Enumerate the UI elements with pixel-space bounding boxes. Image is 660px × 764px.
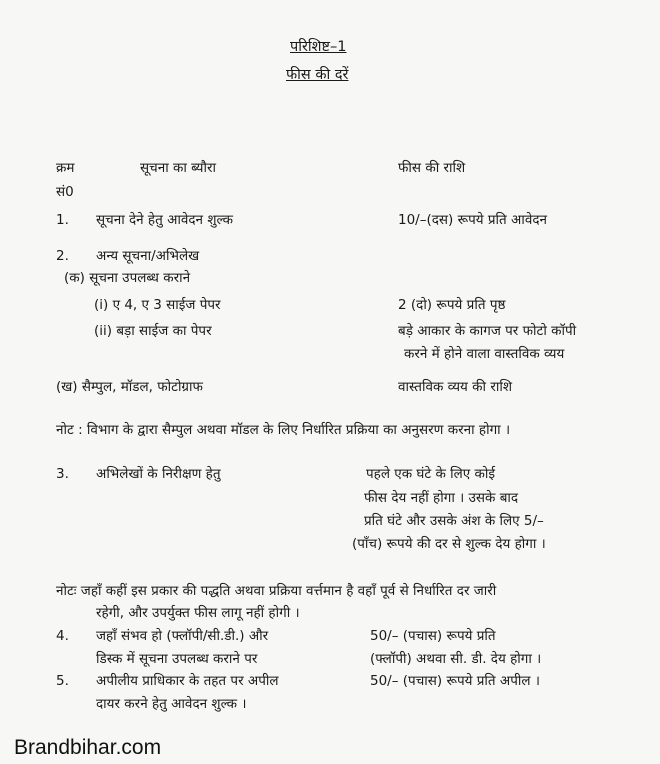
row-2-kha-fee: वास्तविक व्यय की राशि	[398, 379, 513, 395]
row-4-description-line-1: जहाँ संभव हो (फ्लॉपी/सी.डी.) और	[96, 628, 269, 644]
row-2-sub-ka: (क) सूचना उपलब्ध कराने	[64, 270, 191, 286]
row-4-fee-line-1: 50/– (पचास) रूपये प्रति	[370, 628, 496, 644]
row-2-ii-fee-line-2: करने में होने वाला वास्तविक व्यय	[404, 346, 565, 362]
row-3-number: 3.	[56, 466, 69, 482]
row-5-number: 5.	[56, 673, 69, 689]
row-2-number: 2.	[56, 248, 69, 264]
header-fee-label: फीस की राशि	[398, 160, 466, 176]
row-1-number: 1.	[56, 212, 69, 228]
row-3-fee-line-1: पहले एक घंटे के लिए कोई	[366, 466, 496, 482]
note-2-line-2: रहेगी, और उपर्युक्त फीस लागू नहीं होगी ।	[96, 605, 300, 621]
note-2-line-1: नोटः जहाँ कहीं इस प्रकार की पद्धति अथवा प्रक्रिया वर्त्तमान है वहाँ पूर्व से निर्धारित दर जारी	[56, 583, 497, 599]
row-2-i-fee: 2 (दो) रूपये प्रति पृष्ठ	[398, 297, 506, 313]
row-3-fee-line-4: (पाँच) रूपये की दर से शुल्क देय होगा ।	[352, 536, 546, 552]
row-2-ii-fee-line-1: बड़े आकार के कागज पर फोटो कॉपी	[398, 323, 577, 339]
row-1-fee: 10/–(दस) रूपये प्रति आवेदन	[398, 212, 548, 228]
row-3-fee-line-3: प्रति घंटे और उसके अंश के लिए 5/–	[364, 513, 544, 529]
row-2-kha-label: (ख) सैम्पुल, मॉडल, फोटोग्राफ	[56, 379, 203, 395]
watermark-text: Brandbihar.com	[14, 736, 162, 759]
row-5-description-line-2: दायर करने हेतु आवेदन शुल्क ।	[96, 696, 247, 712]
row-4-description-line-2: डिस्क में सूचना उपलब्ध कराने पर	[96, 651, 258, 667]
row-2-i-label: (i) ए 4, ए 3 साईज पेपर	[94, 297, 221, 313]
note-1: नोट : विभाग के द्वारा सैम्पुल अथवा मॉडल के लिए निर्धारित प्रक्रिया का अनुसरण करना होगा ।	[56, 422, 511, 438]
header-info-label: सूचना का ब्यौरा	[140, 160, 217, 176]
row-3-description: अभिलेखों के निरीक्षण हेतु	[96, 466, 221, 482]
row-3-fee-line-2: फीस देय नहीं होगा । उसके बाद	[364, 490, 519, 506]
page-subtitle: फीस की दरें	[286, 67, 349, 83]
row-1-description: सूचना देने हेतु आवेदन शुल्क	[96, 212, 233, 228]
row-5-fee: 50/– (पचास) रूपये प्रति अपील ।	[370, 673, 540, 689]
row-4-number: 4.	[56, 628, 69, 644]
row-4-fee-line-2: (फ्लॉपी) अथवा सी. डी. देय होगा ।	[370, 651, 542, 667]
header-serial-label: क्रम	[56, 160, 75, 176]
page-title: परिशिष्ट–1	[290, 39, 347, 55]
header-serial-label-2: सं0	[56, 184, 74, 200]
row-2-description: अन्य सूचना/अभिलेख	[96, 248, 200, 264]
row-2-ii-label: (ii) बड़ा साईज का पेपर	[94, 323, 212, 339]
row-5-description-line-1: अपीलीय प्राधिकार के तहत पर अपील	[96, 673, 279, 689]
